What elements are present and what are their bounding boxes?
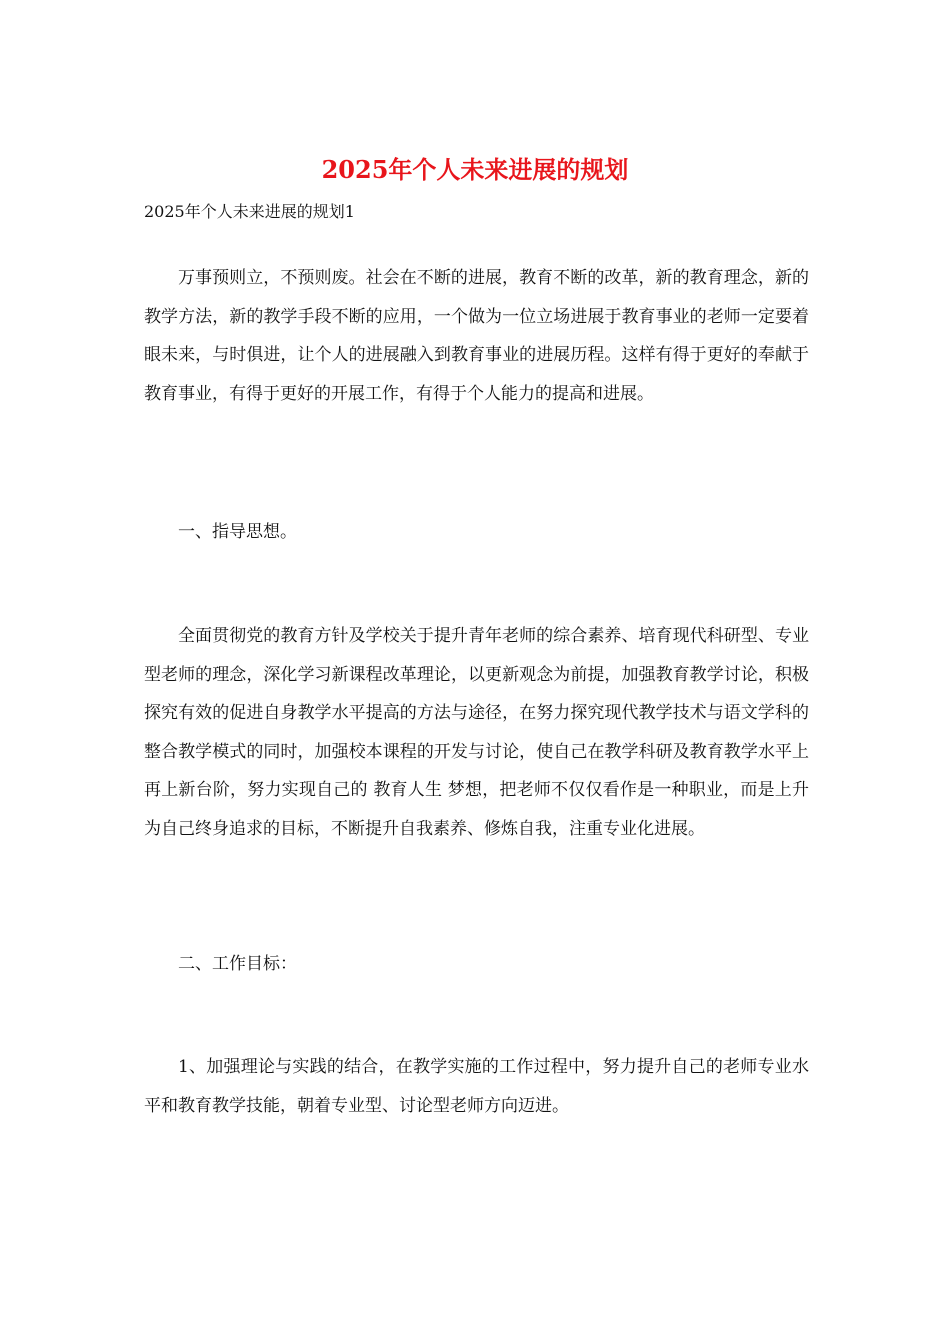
document-title: 2025年个人未来进展的规划 xyxy=(321,155,629,184)
guiding-thought-paragraph: 全面贯彻党的教育方针及学校关于提升青年老师的综合素养、培育现代科研型、专业型老师的理念，深化学习新课程改革理论，以更新观念为前提，加强教育教学讨论，积极探究有效的促进自身教学水平提高的方法与途径，在努力探究现代教学技术与语文学科的整合教学模式的同时，加强校本课程的开发与讨论，使自己在教学科研及教育教学水平上再上新台阶，努力实现自己的 教育人生 梦想，把老师不仅仅看作是一种职业，而是上升为自己终身追求的目标，不断提升自我素养、修炼自我，注重专业化进展。 xyxy=(144,626,809,839)
document-subtitle: 2025年个人未来进展的规划1 xyxy=(144,202,355,221)
work-goal-item-1: 1、加强理论与实践的结合，在教学实施的工作过程中，努力提升自己的老师专业水平和教育教学技能，朝着专业型、讨论型老师方向迈进。 xyxy=(144,1057,809,1116)
section-heading-work-goals: 二、工作目标： xyxy=(178,954,297,974)
intro-paragraph: 万事预则立，不预则废。社会在不断的进展，教育不断的改革，新的教育理念，新的教学方法，新的教学手段不断的应用，一个做为一位立场进展于教育事业的老师一定要着眼未来，与时俱进，让个人的进展融入到教育事业的进展历程。这样有得于更好的奉献于教育事业，有得于更好的开展工作，有得于个人能力的提高和进展。 xyxy=(144,268,809,404)
section-heading-guiding-thought: 一、指导思想。 xyxy=(178,522,297,542)
